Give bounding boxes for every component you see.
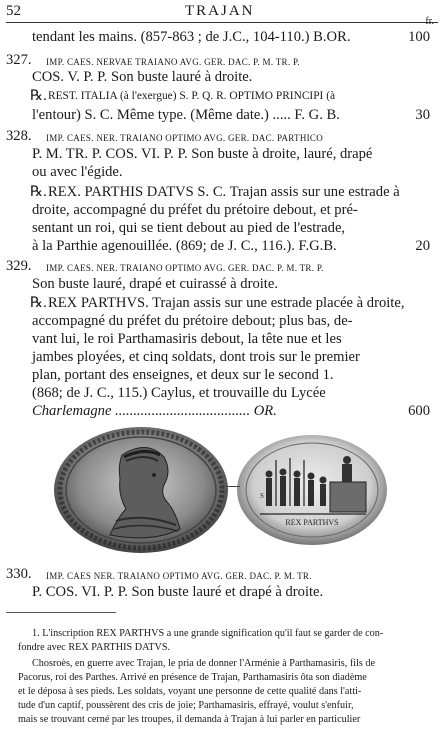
plate-connector-line bbox=[226, 486, 240, 487]
reverse-mark: ℞. bbox=[30, 184, 47, 200]
price: 20 bbox=[415, 238, 430, 254]
text-line: REST. ITALIA (à l'exergue) S. P. Q. R. OPTIMO PRINCIPI (à bbox=[48, 90, 336, 102]
text-line: (868; de J. C., 115.) Caylus, et trouvaille du Lycée bbox=[32, 385, 326, 401]
text-line: plan, portant des enseignes, et deux sur le second 1. bbox=[32, 367, 334, 383]
text-line: REX. PARTHIS DATVS S. C. Trajan assis sur une estrade à bbox=[48, 184, 400, 200]
text-line: droite, accompagné du préfet du prétoire debout, et pré- bbox=[32, 202, 358, 218]
entry-number: 328. bbox=[6, 128, 32, 144]
text-line: jambes ployées, et cinq soldats, dont trois sur le premier bbox=[32, 349, 360, 365]
text-line: Charlemagne ..................................... OR. bbox=[32, 403, 277, 419]
footnote-line: fondre avec REX PARTHIS DATVS. bbox=[18, 642, 171, 653]
text-line: tendant les mains. (857-863 ; de J.C., 104-110.) B.OR. bbox=[32, 29, 351, 45]
header-rule bbox=[6, 22, 438, 23]
reverse-mark: ℞. bbox=[30, 88, 47, 104]
footnote-line: tude d'un captif, poussèrent des cris de joie; Parthamasiris, effrayé, voulut s'enfuir, bbox=[18, 700, 354, 711]
running-title: TRAJAN bbox=[185, 3, 255, 19]
footnote-line: et le déposa à ses pieds. Les soldats, voyant une personne de cette qualité dans l'atti- bbox=[18, 686, 362, 697]
text-line: P. M. TR. P. COS. VI. P. P. Son buste à droite, lauré, drapé bbox=[32, 146, 373, 162]
entry-number: 329. bbox=[6, 258, 32, 274]
coin-reverse-image bbox=[236, 434, 388, 546]
footnote-line: Chosroès, en guerre avec Trajan, le pria de donner l'Arménie à Parthamasiris, fils de bbox=[32, 658, 376, 669]
page-number: 52 bbox=[6, 3, 21, 19]
footnote-rule bbox=[6, 612, 116, 613]
text-line: sentant un roi, qui se tient debout au pied de l'estrade, bbox=[32, 220, 346, 236]
reverse-mark: ℞. bbox=[30, 295, 47, 311]
text-line: accompagné du préfet du prétoire debout; plus bas, de- bbox=[32, 313, 353, 329]
footnote-line: mais se trouvant cerné par les troupes, il demanda à Trajan à lui parler en particulier bbox=[18, 714, 361, 725]
entry-number: 330. bbox=[6, 566, 32, 582]
legend-line: IMP. CAES. NER. TRAIANO OPTIMO AVG. GER. DAC. P. M. TR. P. bbox=[46, 263, 324, 273]
entry-number: 327. bbox=[6, 52, 32, 68]
text-line: COS. V. P. P. Son buste lauré à droite. bbox=[32, 69, 253, 85]
text-line: P. COS. VI. P. P. Son buste lauré et drapé à droite. bbox=[32, 584, 324, 600]
coin-obverse-image bbox=[52, 425, 230, 555]
price: 30 bbox=[415, 107, 430, 123]
footnote-line: Pacorus, roi des Parthes. Arrivé en présence de Trajan, Parthamasiris ôta son diadème bbox=[18, 672, 367, 683]
text-line: l'entour) S. C. Même type. (Même date.) ..... F. G. B. bbox=[32, 107, 340, 123]
column-head: fr. bbox=[425, 16, 434, 27]
price: 600 bbox=[408, 403, 430, 419]
legend-line: IMP. CAES. NER. TRAIANO OPTIMO AVG. GER. DAC. PARTHICO bbox=[46, 133, 324, 143]
reverse-letters: S C bbox=[260, 492, 271, 500]
legend-line: IMP. CAES. NERVAE TRAIANO AVG. GER. DAC. P. M. TR. P. bbox=[46, 57, 300, 67]
footnote-line: 1. L'inscription REX PARTHVS a une grande signification qu'il faut se garder de con- bbox=[32, 628, 384, 639]
text-line: vant lui, le roi Parthamasiris debout, la tête nue et les bbox=[32, 331, 342, 347]
text-line: Son buste lauré, drapé et cuirassé à droite. bbox=[32, 276, 278, 292]
text-line: à la Parthie agenouillée. (869; de J. C., 116.). F.G.B. bbox=[32, 238, 337, 254]
legend-line: IMP. CAES NER. TRAIANO OPTIMO AVG. GER. DAC. P. M. TR. bbox=[46, 571, 312, 581]
text-line: REX PARTHVS. Trajan assis sur une estrade placée à droite, bbox=[48, 295, 405, 311]
reverse-exergue: REX PARTHVS bbox=[285, 518, 339, 527]
text-line: ou avec l'égide. bbox=[32, 164, 123, 180]
price: 100 bbox=[408, 29, 430, 45]
